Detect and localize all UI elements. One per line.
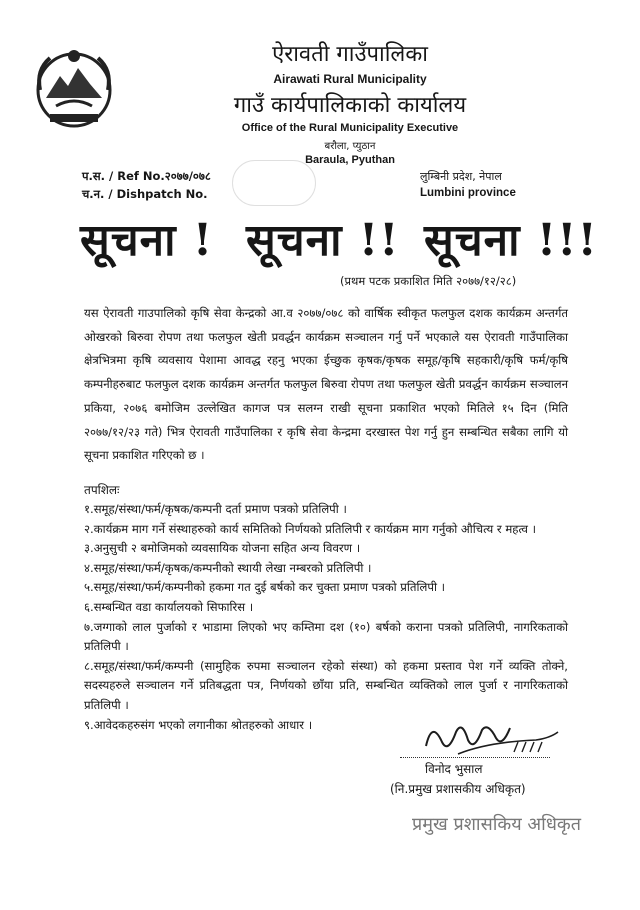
municipality-name-en: Airawati Rural Municipality [273, 72, 427, 86]
list-item: ७.जग्गाको लाल पुर्जाको र भाडामा लिएको भए कम्तिमा दश (१०) बर्षको कराना पत्रको प्रतिलिपी, नागरिकताको प्रतिलिपी । [84, 619, 568, 654]
place-np: बरौला, प्युठान [324, 141, 376, 152]
notice-body-paragraph: यस ऐरावती गाउपालिको कृषि सेवा केन्द्रको आ.व २०७७/०७८ को वार्षिक स्वीकृत फलफुल दशक कार्यक्रम अन्तर्गत ओखरको बिरुवा रोपण तथा फलफुल खेती प्रवर्द्धन कार्यक्रम सञ्चालन गर्नु पर्ने भएकाले यस ऐरावती गाउँपालिका क्षेत्रभित्रमा कृषि व्यवसाय पेशामा आवद्ध रहनु भएका ईच्छुक कृषक/कृषक समूह/कृषि सहकारी/कृषि फर्म/कृषि कम्पनीहरुबाट फलफुल दशक कार्यक्रम अन्तर्गत फलफुल बिरुवा रोपण तथा फलफुल खेती प्रवर्द्धन कार्यक्रम सञ्चालन प्रकिया, २०७६ बमोजिम उल्लेखित कागज पत्र सलग्न राखी सूचना प्रकाशित भएको मितिले १५ दिन (मिति २०७७/१२/२३ गते) भित्र ऐरावती गाउँपालिका र कृषि सेवा केन्द्रमा दरखास्त पेश गर्नु हुन सम्बन्धित सबैका लागि यो सूचना प्रकाशित गरिएको छ । [84, 306, 569, 463]
province-np: लुम्बिनी प्रदेश, नेपाल [420, 170, 502, 183]
list-item: ३.अनुसुची २ बमोजिमको व्यवसायिक योजना सहित अन्य विवरण । [84, 541, 361, 556]
notice-heading-2: सूचना !! [246, 215, 400, 266]
required-documents-list [84, 500, 568, 735]
list-item: ८.समूह/संस्था/फर्म/कम्पनी (सामुहिक रुपमा सञ्चालन रहेको संस्था) को हकमा प्रस्ताव पेश गर्ने व्यक्ति तोक्ने, सदस्यहरुले सञ्चालन गर्ने प्रतिबद्धता पत्र, निर्णयको छाँया प्रति, सम्बन्धित व्यक्तिको लाल पुर्जा र नागरिकताको प्रतिलिपी । [84, 658, 568, 712]
list-item: ६.सम्बन्धित वडा कार्यालयको सिफारिस । [84, 599, 254, 614]
list-item: ५.समूह/संस्था/फर्म/कम्पनीको हकमा गत दुई बर्षको कर चुक्ता प्रमाण पत्रको प्रतिलिपी । [84, 580, 446, 595]
list-item: १.समूह/संस्था/फर्म/कृषक/कम्पनी दर्ता प्रमाण पत्रको प्रतिलिपी । [84, 502, 347, 516]
list-item: ९.आवेदकहरुसंग भएको लगानीका श्रोतहरुको आधार । [84, 717, 313, 732]
office-name-en: Office of the Rural Municipality Executive [241, 122, 459, 134]
signature-line [400, 757, 550, 758]
province-en: Lumbini province [420, 187, 516, 199]
list-item: २.कार्यक्रम माग गर्ने संस्थाहरुको कार्य समितिको निर्णयको प्रतिलिपी र कार्यक्रम माग गर्नुको औचित्य र महत्व । [84, 521, 537, 536]
nepal-emblem-icon [28, 40, 120, 132]
office-name-np: गाउँ कार्यपालिकाको कार्यालय [233, 93, 467, 118]
signatory-name: विनोद भुसाल [425, 762, 483, 776]
notice-heading-1: सूचना ! [80, 215, 214, 266]
reference-number: प.स. / Ref No.२०७७/०७८ [82, 169, 211, 183]
dispatch-number: च.न. / Dishpatch No. [82, 187, 208, 201]
official-stamp-text: प्रमुख प्रशासकिय अधिकृत [412, 814, 581, 835]
signatory-title: (नि.प्रमुख प्रशासकीय अधिकृत) [390, 782, 526, 796]
faded-stamp [232, 160, 316, 206]
municipality-name-np: ऐरावती गाउँपालिका [272, 42, 428, 67]
handwritten-signature [418, 712, 568, 760]
list-item: ४.समूह/संस्था/फर्म/कृषक/कम्पनीको स्थायी लेखा नम्बरको प्रतिलिपी । [84, 560, 372, 575]
publication-date: (प्रथम पटक प्रकाशित मिति २०७७/१२/२८) [340, 274, 517, 288]
notice-heading-3: सूचना !!! [424, 215, 598, 266]
details-heading: तपशिलः [84, 483, 120, 497]
place-en: Baraula, Pyuthan [305, 154, 395, 166]
